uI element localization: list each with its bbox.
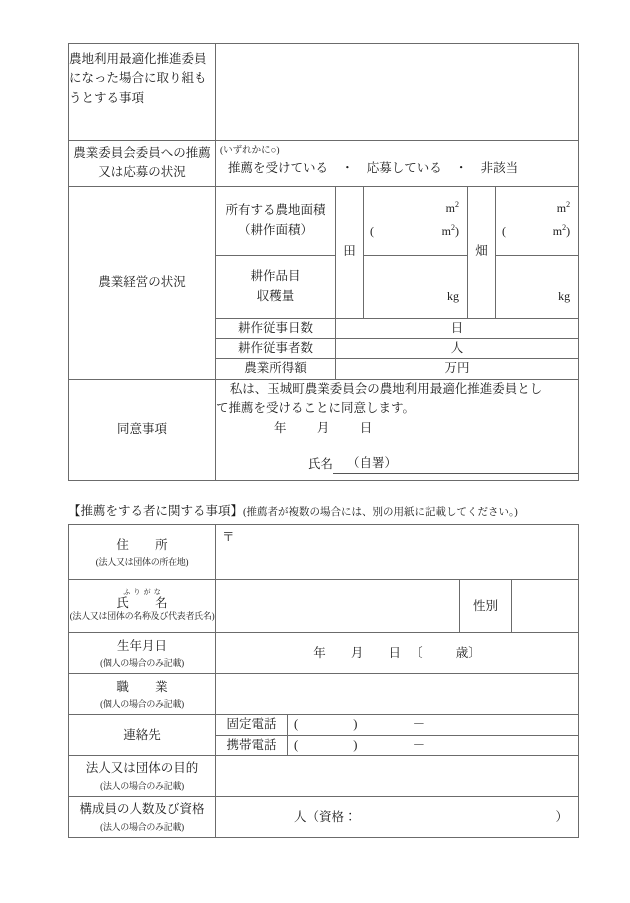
occupation-input[interactable] (216, 674, 579, 715)
members-label (69, 797, 216, 838)
birthdate-label (69, 633, 216, 674)
consent-date-line[interactable] (216, 419, 578, 438)
form-page (68, 43, 578, 838)
table-row-consent (69, 379, 579, 480)
option-not-applicable[interactable]: 非該当 (480, 161, 519, 176)
circle-one-note: (いずれかに○) (220, 146, 280, 156)
birthdate-day: 日 (388, 645, 402, 660)
paddy-label: 田 (336, 186, 364, 318)
address-input[interactable] (216, 525, 579, 580)
consent-year: 年 (274, 420, 288, 435)
recommendation-choices (216, 158, 578, 181)
occupation-label-text: 職 業 (116, 679, 175, 694)
address-sublabel: (法人又は団体の所在地) (95, 556, 189, 567)
paddy-area-unit: $m^2$ (445, 199, 459, 215)
members-input[interactable] (216, 797, 579, 838)
option-separator-1: ・ (341, 161, 354, 176)
paddy-yield-unit: kg (447, 289, 459, 304)
field-area-input[interactable] (496, 186, 579, 255)
workers-input[interactable]: 人 (336, 339, 579, 359)
paddy-area-input[interactable] (364, 186, 468, 255)
members-unit: 人（資格： (294, 809, 357, 824)
table-row-landline (69, 715, 579, 735)
paddy-paren-close: ) (455, 223, 459, 238)
postal-mark-icon: 〒 (222, 530, 235, 545)
field-area-unit: $m^2$ (556, 199, 571, 215)
section2-title: 【推薦をする者に関する事項】 (68, 503, 244, 518)
consent-month: 月 (316, 420, 331, 435)
purpose-label-text: 法人又は団体の目的 (85, 761, 199, 776)
field-cultivated-area-unit: ( $m^2$) (496, 216, 578, 245)
gender-input[interactable] (512, 580, 579, 633)
signature-rule[interactable] (403, 472, 578, 474)
table-row-name (69, 580, 579, 633)
purpose-label (69, 756, 216, 797)
work-days-label: 耕作従事日数 (216, 318, 336, 338)
name-label (69, 580, 216, 633)
consent-label: 同意事項 (69, 379, 216, 480)
birthdate-month: 月 (350, 645, 364, 660)
birthdate-year: 年 (313, 645, 326, 660)
table-row-plan (69, 44, 579, 141)
members-line (216, 804, 578, 831)
work-days-input[interactable]: 日 (336, 318, 579, 338)
mobile-label: 携帯電話 (216, 735, 288, 755)
income-input[interactable]: 万円 (336, 359, 579, 379)
option-applied[interactable]: 応募している (366, 161, 442, 176)
applicant-table (68, 43, 579, 481)
crop-label-line2: 収穫量 (256, 288, 295, 303)
field-label: 畑 (468, 186, 496, 318)
table-row-birthdate (69, 633, 579, 674)
members-sublabel: (法人の場合のみ記載) (100, 821, 184, 832)
furigana-wrap (69, 589, 215, 610)
name-sublabel: (法人又は団体の名称及び代表者氏名) (69, 611, 215, 622)
members-paren-close: ） (555, 809, 569, 824)
occupation-sublabel: (個人の場合のみ記載) (100, 698, 184, 709)
consent-day: 日 (359, 420, 373, 435)
section2-title-note: (推薦者が複数の場合には、別の用紙に記載してください。) (243, 506, 518, 518)
consent-text-line2: て推薦を受けることに同意します。 (216, 401, 416, 416)
plan-input-area[interactable] (216, 44, 579, 141)
address-label (69, 525, 216, 580)
owned-area-label-line2: （耕作面積） (237, 222, 313, 237)
plan-label: 農地利用最適化推進委員になった場合に取り組もうとする事項 (69, 44, 216, 141)
mobile-paren-open: ( (294, 737, 299, 752)
signature-name-label: 氏名 (308, 456, 334, 471)
recommendation-status-options[interactable] (216, 141, 579, 187)
mobile-input[interactable] (288, 735, 579, 755)
landline-label: 固定電話 (216, 715, 288, 735)
contact-label: 連絡先 (69, 715, 216, 756)
address-label-text: 住 所 (116, 537, 175, 552)
purpose-input[interactable] (216, 756, 579, 797)
landline-paren-open: ( (294, 717, 299, 732)
consent-signature-line[interactable] (216, 454, 578, 474)
income-label: 農業所得額 (216, 359, 336, 379)
purpose-sublabel: (法人の場合のみ記載) (100, 780, 184, 791)
name-label-text: 氏 名 (116, 595, 175, 610)
age-unit: 歳〕 (455, 645, 481, 660)
mobile-paren-close: ) (353, 737, 358, 752)
table-row-purpose (69, 756, 579, 797)
paddy-cultivated-area-unit: ( $m^2$) (364, 216, 467, 245)
crop-label-line1: 耕作品目 (250, 269, 301, 284)
field-paren-open: ( (502, 223, 506, 238)
field-crop-input[interactable] (496, 255, 579, 318)
birthdate-sublabel: (個人の場合のみ記載) (100, 657, 184, 668)
landline-input[interactable] (288, 715, 579, 735)
crop-label (216, 255, 336, 318)
consent-body (216, 379, 579, 480)
signature-note: （自署） (333, 454, 403, 474)
birthdate-label-text: 生年月日 (116, 638, 167, 653)
landline-dash: － (412, 717, 426, 732)
option-recommended[interactable]: 推薦を受けている (228, 161, 329, 176)
consent-text-line1: 私は、玉城町農業委員会の農地利用最適化推進委員とし (229, 381, 543, 396)
owned-area-label-line1: 所有する農地面積 (225, 203, 326, 218)
paddy-paren-open: ( (370, 223, 374, 238)
occupation-label (69, 674, 216, 715)
gender-label: 性別 (460, 580, 512, 633)
field-paren-close: ) (566, 223, 571, 238)
field-yield-unit: kg (558, 289, 571, 304)
birthdate-input[interactable] (216, 633, 579, 674)
section2-heading (68, 503, 578, 521)
name-input[interactable] (216, 580, 460, 633)
table-row-members (69, 797, 579, 838)
recommendation-status-label: 農業委員会委員への推薦又は応募の状況 (69, 141, 216, 187)
members-label-text: 構成員の人数及び資格 (79, 802, 205, 817)
owned-area-label (216, 186, 336, 255)
table-row-recommendation-status (69, 141, 579, 187)
furigana-label: ふりがな (123, 587, 164, 596)
mobile-dash: － (412, 737, 426, 752)
recommender-table (68, 524, 579, 838)
table-row-farm-area (69, 186, 579, 255)
table-row-address (69, 525, 579, 580)
landline-paren-close: ) (353, 717, 358, 732)
paddy-crop-input[interactable] (364, 255, 468, 318)
table-row-occupation (69, 674, 579, 715)
option-separator-2: ・ (454, 161, 468, 176)
age-bracket-open: 〔 (410, 645, 423, 660)
workers-label: 耕作従事者数 (216, 339, 336, 359)
farm-status-label: 農業経営の状況 (69, 186, 216, 379)
